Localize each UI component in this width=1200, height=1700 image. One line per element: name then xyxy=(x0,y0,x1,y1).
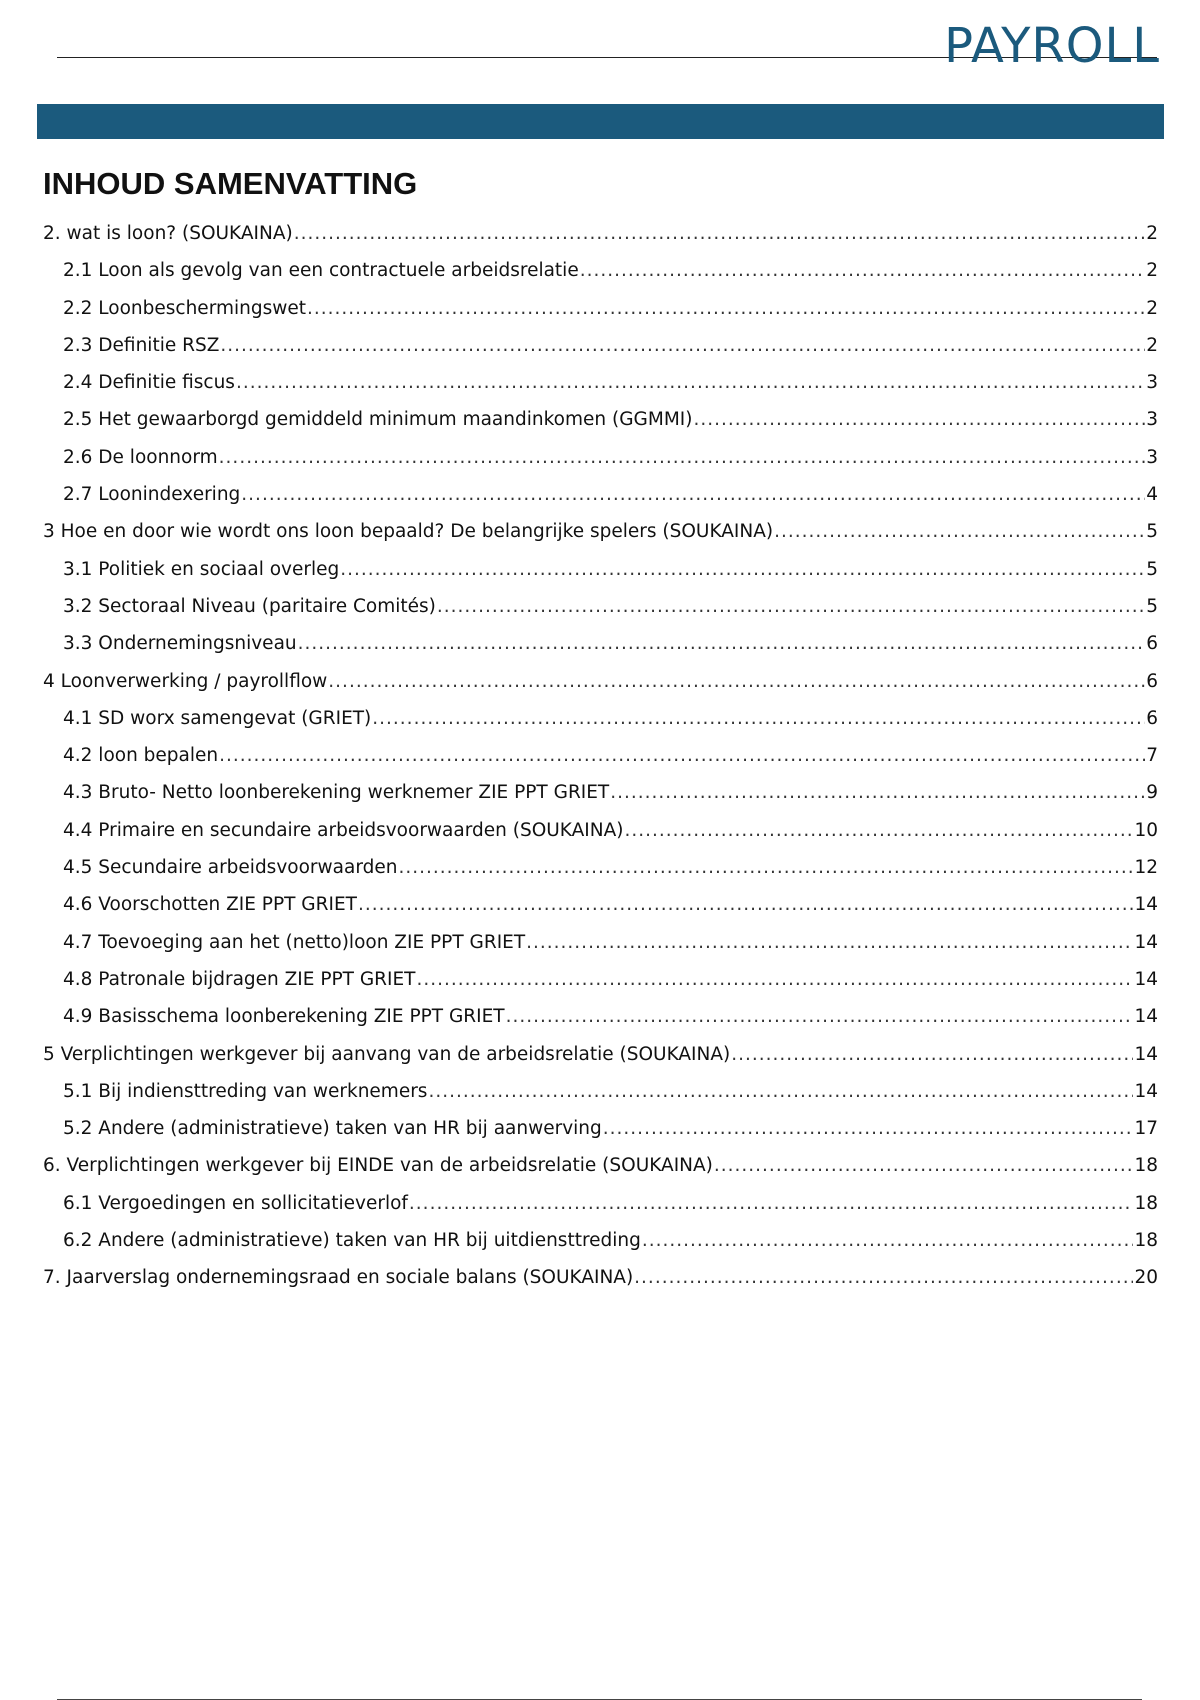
toc-entry[interactable] xyxy=(43,700,1158,737)
toc-page-number: 5 xyxy=(1146,595,1158,617)
toc-entry-text: 6.1 Vergoedingen en sollicitatieverlof xyxy=(63,1192,408,1214)
toc-entry[interactable] xyxy=(43,364,1158,401)
toc-dot-leader xyxy=(580,252,1146,289)
toc-dot-leader xyxy=(774,513,1145,550)
toc-dot-leader xyxy=(358,886,1134,923)
toc-entry[interactable] xyxy=(43,252,1158,289)
toc-page-number: 4 xyxy=(1146,484,1158,506)
toc-entry-text: 4.6 Voorschotten ZIE PPT GRIET xyxy=(63,894,357,916)
header-brand: PAYROLL xyxy=(944,18,1160,74)
toc-entry[interactable] xyxy=(43,1036,1158,1073)
toc-entry[interactable] xyxy=(43,1222,1158,1259)
toc-entry-text: 3 Hoe en door wie wordt ons loon bepaald? De belangrijke spelers (SOUKAINA) xyxy=(43,521,774,543)
toc-page-number: 18 xyxy=(1134,1192,1158,1214)
toc-page-number: 14 xyxy=(1134,1043,1158,1065)
toc-dot-leader xyxy=(428,1073,1133,1110)
header-banner xyxy=(37,104,1164,139)
toc-page-number: 6 xyxy=(1146,633,1158,655)
toc-entry-text: 6. Verplichtingen werkgever bij EINDE van de arbeidsrelatie (SOUKAINA) xyxy=(43,1155,713,1177)
toc-entry[interactable] xyxy=(43,476,1158,513)
toc-dot-leader xyxy=(328,663,1145,700)
toc-dot-leader xyxy=(437,588,1145,625)
toc-dot-leader xyxy=(219,439,1146,476)
toc-dot-leader xyxy=(372,700,1145,737)
toc-entry[interactable] xyxy=(43,1185,1158,1222)
toc-dot-leader xyxy=(714,1147,1134,1184)
toc-dot-leader xyxy=(634,1259,1133,1296)
toc-entry-text: 4.2 loon bepalen xyxy=(63,745,219,767)
toc-entry-text: 2.4 Definitie fiscus xyxy=(63,372,235,394)
toc-entry-text: 5 Verplichtingen werkgever bij aanvang van de arbeidsrelatie (SOUKAINA) xyxy=(43,1043,731,1065)
toc-dot-leader xyxy=(642,1222,1134,1259)
toc-dot-leader xyxy=(220,327,1145,364)
toc-entry[interactable] xyxy=(43,1110,1158,1147)
toc-entry[interactable] xyxy=(43,737,1158,774)
toc-page-number: 7 xyxy=(1146,745,1158,767)
toc-page-number: 2 xyxy=(1146,297,1158,319)
toc-page-number: 14 xyxy=(1134,1006,1158,1028)
toc-entry-text: 6.2 Andere (administratieve) taken van HR bij uitdiensttreding xyxy=(63,1230,641,1252)
toc-entry[interactable] xyxy=(43,290,1158,327)
toc-page-number: 2 xyxy=(1146,334,1158,356)
toc-entry-text: 2.3 Definitie RSZ xyxy=(63,334,220,356)
toc-title: INHOUD SAMENVATTING xyxy=(43,166,418,201)
toc-entry-text: 2.5 Het gewaarborgd gemiddeld minimum maandinkomen (GGMMI) xyxy=(63,409,693,431)
toc-entry[interactable] xyxy=(43,1073,1158,1110)
toc-page-number: 18 xyxy=(1134,1230,1158,1252)
toc-dot-leader xyxy=(603,1110,1134,1147)
toc-entry[interactable] xyxy=(43,513,1158,550)
toc-dot-leader xyxy=(416,961,1133,998)
toc-entry-text: 2.6 De loonnorm xyxy=(63,446,218,468)
toc-entry-text: 4.8 Patronale bijdragen ZIE PPT GRIET xyxy=(63,968,416,990)
toc-entry-text: 7. Jaarverslag ondernemingsraad en sociale balans (SOUKAINA) xyxy=(43,1267,634,1289)
toc-dot-leader xyxy=(241,476,1145,513)
toc-page-number: 6 xyxy=(1146,707,1158,729)
toc-dot-leader xyxy=(236,364,1145,401)
toc-entry[interactable] xyxy=(43,961,1158,998)
toc-page-number: 3 xyxy=(1146,446,1158,468)
toc-page-number: 14 xyxy=(1134,968,1158,990)
toc-entry-text: 4.9 Basisschema loonberekening ZIE PPT GRIET xyxy=(63,1006,505,1028)
toc-page-number: 14 xyxy=(1134,894,1158,916)
toc-entry-text: 3.2 Sectoraal Niveau (paritaire Comités) xyxy=(63,595,436,617)
toc-entry-text: 3.1 Politiek en sociaal overleg xyxy=(63,558,340,580)
toc-entry-text: 2.2 Loonbeschermingswet xyxy=(63,297,307,319)
toc-page-number: 5 xyxy=(1146,558,1158,580)
toc-entry[interactable] xyxy=(43,327,1158,364)
toc-entry[interactable] xyxy=(43,588,1158,625)
toc-entry[interactable] xyxy=(43,1259,1158,1296)
toc-entry[interactable] xyxy=(43,663,1158,700)
toc-entry-text: 4.3 Bruto- Netto loonberekening werknemer ZIE PPT GRIET xyxy=(63,782,610,804)
toc-entry[interactable] xyxy=(43,625,1158,662)
toc-entry-text: 2.7 Loonindexering xyxy=(63,484,241,506)
toc-entry[interactable] xyxy=(43,551,1158,588)
toc-dot-leader xyxy=(409,1185,1134,1222)
toc-page-number: 18 xyxy=(1134,1155,1158,1177)
toc-entry-text: 5.1 Bij indiensttreding van werknemers xyxy=(63,1080,428,1102)
toc-entry-text: 4 Loonverwerking / payrollflow xyxy=(43,670,328,692)
toc-page-number: 6 xyxy=(1146,670,1158,692)
toc-dot-leader xyxy=(398,849,1133,886)
toc-entry-text: 5.2 Andere (administratieve) taken van HR bij aanwerving xyxy=(63,1118,602,1140)
toc-page-number: 17 xyxy=(1134,1118,1158,1140)
toc-entry-text: 4.4 Primaire en secundaire arbeidsvoorwaarden (SOUKAINA) xyxy=(63,819,624,841)
toc-dot-leader xyxy=(526,924,1133,961)
toc-page-number: 9 xyxy=(1146,782,1158,804)
toc-entry[interactable] xyxy=(43,774,1158,811)
toc-dot-leader xyxy=(294,215,1146,252)
toc-entry[interactable] xyxy=(43,998,1158,1035)
toc-dot-leader xyxy=(340,551,1145,588)
toc-page-number: 14 xyxy=(1134,1080,1158,1102)
toc-entry-text: 4.7 Toevoeging aan het (netto)loon ZIE PPT GRIET xyxy=(63,931,526,953)
toc-dot-leader xyxy=(731,1036,1133,1073)
toc-entry-text: 4.1 SD worx samengevat (GRIET) xyxy=(63,707,372,729)
toc-entry[interactable] xyxy=(43,886,1158,923)
toc-entry[interactable] xyxy=(43,924,1158,961)
toc-dot-leader xyxy=(219,737,1145,774)
toc-page-number: 2 xyxy=(1146,223,1158,244)
toc-dot-leader xyxy=(307,290,1145,327)
toc-entry[interactable] xyxy=(43,215,1158,252)
toc-page-number: 5 xyxy=(1146,521,1158,543)
table-of-contents xyxy=(43,215,1158,1297)
toc-page-number: 12 xyxy=(1134,857,1158,879)
toc-entry[interactable] xyxy=(43,1147,1158,1184)
toc-entry[interactable] xyxy=(43,849,1158,886)
toc-entry[interactable] xyxy=(43,812,1158,849)
toc-dot-leader xyxy=(506,998,1134,1035)
toc-entry-text: 2.1 Loon als gevolg van een contractuele arbeidsrelatie xyxy=(63,260,579,282)
toc-page-number: 3 xyxy=(1146,409,1158,431)
toc-dot-leader xyxy=(610,774,1145,811)
toc-entry-text: 4.5 Secundaire arbeidsvoorwaarden xyxy=(63,857,398,879)
toc-dot-leader xyxy=(298,625,1146,662)
toc-page-number: 2 xyxy=(1146,260,1158,282)
toc-dot-leader xyxy=(624,812,1133,849)
toc-entry[interactable] xyxy=(43,401,1158,438)
toc-entry-text: 2. wat is loon? (SOUKAINA) xyxy=(43,223,293,244)
toc-page-number: 14 xyxy=(1134,931,1158,953)
toc-entry-text: 3.3 Ondernemingsniveau xyxy=(63,633,297,655)
toc-page-number: 10 xyxy=(1134,819,1158,841)
toc-dot-leader xyxy=(693,401,1145,438)
toc-entry[interactable] xyxy=(43,439,1158,476)
toc-page-number: 3 xyxy=(1146,372,1158,394)
toc-page-number: 20 xyxy=(1134,1267,1158,1289)
